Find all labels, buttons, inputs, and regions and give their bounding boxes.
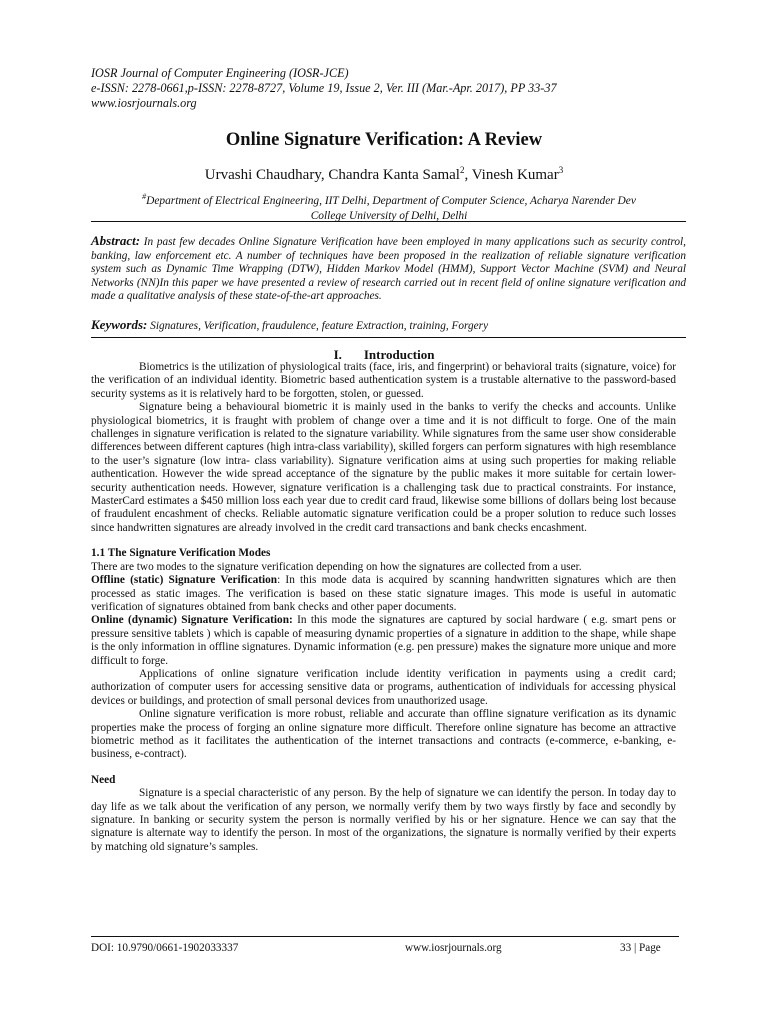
abstract-text: In past few decades Online Signature Verification have been employed in many applications such as security control, banking, law enforcement etc. A number of techniques have been proposed in the realization of reliable signature verification system such as Dynamic Time Wrapping (DTW), Hidden Markov Model (HMM), Support Vector Machine (SVM) and Neural Networks (NN)In this paper we have presented a review of research carried out in recent field of online signature verification and made a qualitative analysis of these state-of-the-art approaches.: [91, 236, 686, 303]
paragraph-robust: Online signature verification is more robust, reliable and accurate than offline signature verification as its dynamic properties make the process of forging an online signature more difficult. Therefore online signature has become an attractive biometric method as it facilitates the authentication of the internet transactions and contracts (e-commerce, e-banking, e-business, e-contract).: [91, 708, 676, 761]
keywords: [91, 317, 686, 333]
abstract-label: Abstract:: [91, 233, 141, 248]
abstract: [91, 234, 686, 304]
keywords-text: Signatures, Verification, fraudulence, feature Extraction, training, Forgery: [150, 320, 489, 332]
footer-website: www.iosrjournals.org: [405, 942, 502, 954]
footer-rule: [91, 936, 679, 937]
section-number: I.: [333, 347, 342, 362]
affiliation-line-2: College University of Delhi, Delhi: [310, 209, 468, 222]
offline-label: Offline (static) Signature Verification: [91, 574, 278, 587]
abstract-top-rule: [91, 221, 686, 222]
author-names-2: , Vinesh Kumar: [464, 167, 559, 183]
journal-website: www.iosrjournals.org: [91, 96, 197, 110]
online-label: Online (dynamic) Signature Verification:: [91, 614, 293, 627]
footer-doi: DOI: 10.9790/0661-1902033337: [91, 942, 239, 954]
paragraph-two-modes: There are two modes to the signature verification depending on how the signatures are collected from a user.: [91, 560, 582, 573]
paragraph-offline: [91, 574, 676, 614]
paragraph-online: [91, 614, 676, 668]
online-text: In this mode the signatures are captured by social hardware ( e.g. smart pens or pressure sensitive tablets ) which is capable of measuring dynamic properties of a signature in addition to the shape, while shape is the only information in offline signatures. Dynamic information (e.g. pen pressure) makes the signature more unique and more difficult to forge.: [91, 614, 676, 667]
author-list: [0, 165, 768, 184]
author-sup-2: 3: [558, 165, 564, 175]
paper-title: Online Signature Verification: A Review: [225, 130, 543, 150]
affiliation: [95, 189, 683, 224]
body-text: [91, 361, 676, 854]
journal-name: IOSR Journal of Computer Engineering (IOSR-JCE): [91, 66, 349, 80]
affiliation-line-1: Department of Electrical Engineering, IIT Delhi, Department of Computer Science, Acharya Narender Dev: [146, 194, 636, 207]
affiliation-mark: #: [142, 192, 147, 201]
journal-issn: e-ISSN: 2278-0661,p-ISSN: 2278-8727, Volume 19, Issue 2, Ver. III (Mar.-Apr. 2017), PP 33-37: [91, 81, 557, 95]
paragraph-applications: Applications of online signature verification include identity verification in payments using a credit card; authorization of computer users for accessing sensitive data or programs, authentication of individuals for accessing physical devices or buildings, and protection of small personal devices from unauthorized usage.: [91, 667, 676, 707]
paragraph-biometrics: Biometrics is the utilization of physiological traits (face, iris, and fingerprint) or behavioral traits (signature, voice) for the verification of an individual identity. Biometric based authentication system is a trustable alternative to the password-based security systems as it is relatively hard to be forgotten, stolen, or guessed.: [91, 361, 676, 400]
keywords-label: Keywords:: [91, 317, 148, 332]
footer-page-number: 33 | Page: [620, 942, 661, 954]
keywords-bottom-rule: [91, 337, 686, 338]
author-sup-1: 2: [459, 165, 465, 175]
subsection-heading-modes: 1.1 The Signature Verification Modes: [91, 547, 271, 560]
paragraph-signature-behavioural: Signature being a behavioural biometric it is mainly used in the banks to verify the checks and accounts. Unlike physiological biometrics, it is fraught with problem of change over a time and it is not difficult to forge. One of the main challenges in signature verification is related to the signature variability. While signatures from the same user show considerable differences between different captures (high intra-class variability), skilled forgers can perform signatures with high resemblance to the user’s signature (low intra- class variability). Signature verification aims at using such properties for making reliable authentication. However the wide spread acceptance of the signature by the public makes it more suitable for certain lower-security authentication needs. However, signature verification is a challenging task due to practical constraints. For instance, MasterCard estimates a $450 million loss each year due to credit card fraud, likewise some billions of dollars being lost because of fraudulent encashment of checks. Reliable automatic signature verification could be a proper solution to reduce such losses since handwritten signatures are already involved in the credit card transactions and bank checks encashment.: [91, 401, 676, 534]
offline-text: : In this mode data is acquired by scanning handwritten signatures which are then processed as static images. The verification is based on these static signature images. This mode is useful in automatic verification of signatures obtained from bank checks and other paper documents.: [91, 574, 676, 613]
paragraph-need: Signature is a special characteristic of any person. By the help of signature we can identify the person. In today day to day life as we talk about the verification of any person, we normally verify them by two ways firstly by face and secondly by signature. In banking or security system the person is normally verified by his or her signature. Hence we can say that the signature is alternate way to identify the person. In most of the organizations, the signature is normally verified by their experts by matching old signature’s samples.: [91, 787, 676, 853]
journal-header: [91, 66, 557, 111]
subsection-heading-need: Need: [91, 773, 116, 786]
author-names-1: Urvashi Chaudhary, Chandra Kanta Samal: [204, 167, 460, 183]
section-title: Introduction: [363, 347, 435, 362]
